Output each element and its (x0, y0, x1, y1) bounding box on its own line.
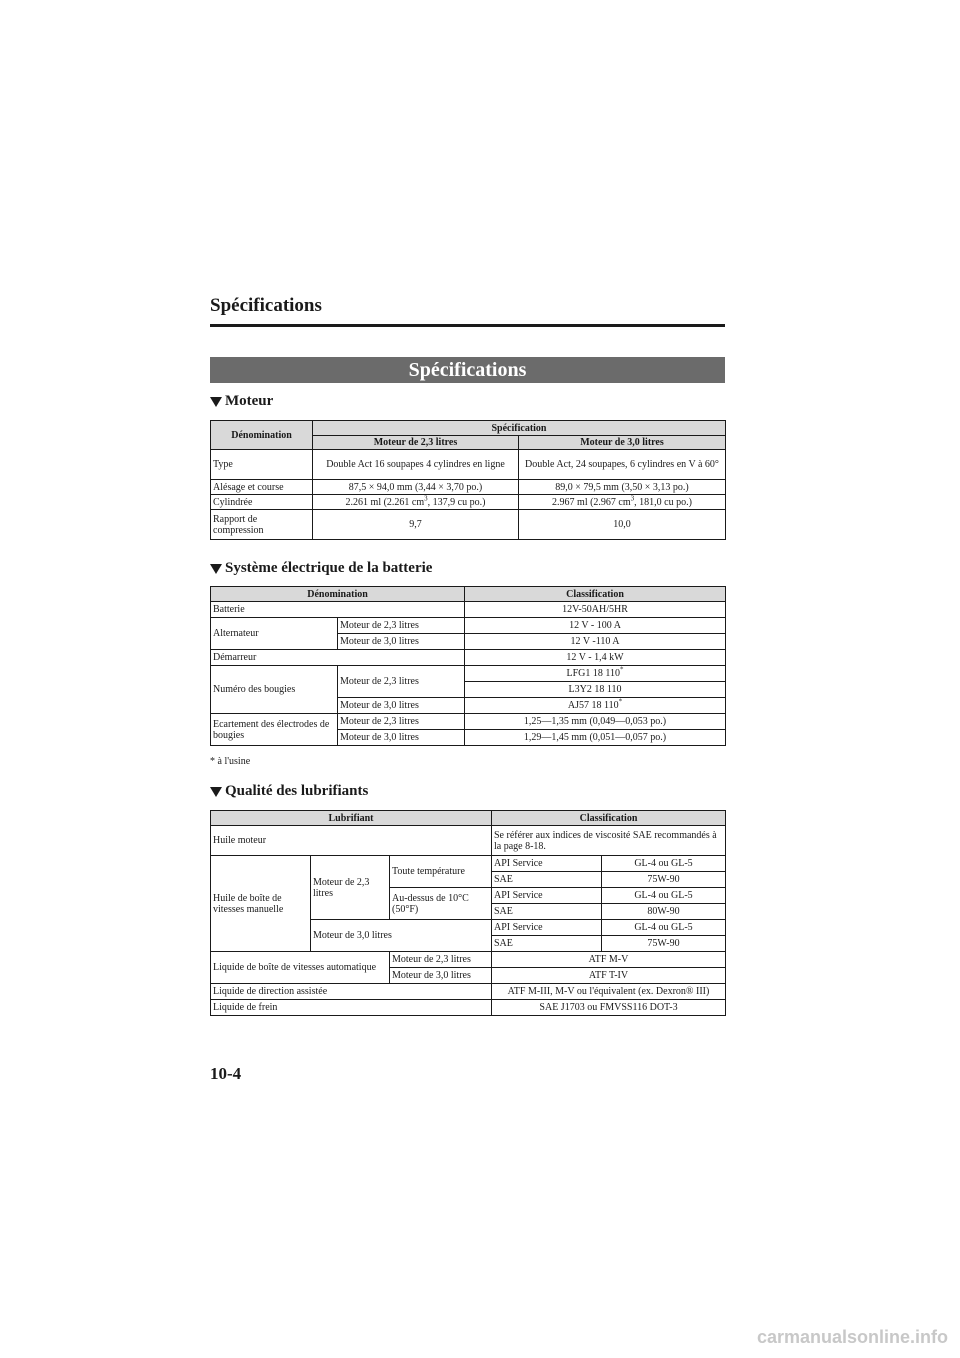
cell-value: 1,29―1,45 mm (0,051―0,057 po.) (465, 730, 726, 746)
triangle-down-icon (210, 787, 222, 797)
cell-value: 75W-90 (602, 936, 726, 952)
cell-value: 12V-50AH/5HR (465, 602, 726, 618)
col-specification: Spécification (313, 421, 726, 436)
cell-sublabel: Moteur de 2,3 litres (338, 666, 465, 698)
cell-value: Double Act 16 soupapes 4 cylindres en ligne (313, 450, 519, 480)
cell-sublabel: Au-dessus de 10°C (50°F) (390, 888, 492, 920)
cell-sublabel: Moteur de 2,3 litres (390, 952, 492, 968)
cell-value: ATF M-III, M-V ou l'équivalent (ex. Dexron® III) (492, 984, 726, 1000)
cell-text: LFG1 18 110 (566, 668, 621, 679)
table-row (211, 984, 726, 1000)
cell-sublabel: Moteur de 3,0 litres (311, 920, 492, 952)
cell-value: 9,7 (313, 510, 519, 540)
cell-value: 10,0 (519, 510, 726, 540)
cell-label: Rapport de compression (211, 510, 313, 540)
col-moteur-23: Moteur de 2,3 litres (313, 436, 519, 450)
cell-spec: API Service (492, 888, 602, 904)
cell-value (465, 666, 726, 682)
cell-value: L3Y2 18 110 (465, 682, 726, 698)
cell-sublabel: Toute température (390, 856, 492, 888)
cell-spec: SAE (492, 904, 602, 920)
cell-label: Ecartement des électrodes de bougies (211, 714, 338, 746)
col-moteur-30: Moteur de 3,0 litres (519, 436, 726, 450)
heading-batterie-text: Système électrique de la batterie (225, 560, 433, 576)
watermark: carmanualsonline.info (756, 1327, 948, 1347)
table-row (211, 952, 726, 968)
cell-text: 2.261 ml (2.261 cm (345, 496, 425, 508)
cell-label: Numéro des bougies (211, 666, 338, 714)
col-lubrifiant: Lubrifiant (211, 811, 492, 826)
cell-label: Alternateur (211, 618, 338, 650)
table-moteur (210, 420, 726, 540)
triangle-down-icon (210, 564, 222, 574)
cell-value: 89,0 × 79,5 mm (3,50 × 3,13 po.) (519, 480, 726, 495)
header-rule (210, 324, 725, 327)
cell-value: 80W-90 (602, 904, 726, 920)
cell-label: Cylindrée (211, 495, 313, 510)
cell-value (465, 698, 726, 714)
superscript: 3 (630, 494, 635, 503)
col-classification: Classification (492, 811, 726, 826)
section-banner: Spécifications (210, 357, 725, 383)
heading-moteur-text: Moteur (225, 393, 274, 409)
table-row (211, 1000, 726, 1016)
col-denomination: Dénomination (211, 421, 313, 450)
cell-value: 75W-90 (602, 872, 726, 888)
table-row (211, 480, 726, 495)
heading-lubrifiants (210, 783, 368, 800)
cell-value: 12 V - 100 A (465, 618, 726, 634)
cell-sublabel: Moteur de 3,0 litres (338, 730, 465, 746)
cell-sublabel: Moteur de 3,0 litres (390, 968, 492, 984)
cell-label: Type (211, 450, 313, 480)
cell-value: SAE J1703 ou FMVSS116 DOT-3 (492, 1000, 726, 1016)
table-row (211, 510, 726, 540)
cell-spec: SAE (492, 936, 602, 952)
col-classification: Classification (465, 587, 726, 602)
cell-sublabel: Moteur de 2,3 litres (338, 618, 465, 634)
col-denomination: Dénomination (211, 587, 465, 602)
table-batterie (210, 586, 726, 746)
table-row (211, 826, 726, 856)
footnote-star: * (618, 697, 623, 706)
table-row (211, 618, 726, 634)
cell-label: Démarreur (211, 650, 465, 666)
page-header-title: Spécifications (210, 295, 322, 316)
cell-value: GL-4 ou GL-5 (602, 888, 726, 904)
cell-value: 12 V - 1,4 kW (465, 650, 726, 666)
cell-label: Huile de boîte de vitesses manuelle (211, 856, 311, 952)
cell-spec: API Service (492, 856, 602, 872)
page-number: 10-4 (210, 1064, 242, 1083)
table-row (211, 650, 726, 666)
cell-text: , 137,9 cu po.) (427, 496, 486, 508)
cell-label: Alésage et course (211, 480, 313, 495)
table-row (211, 495, 726, 510)
heading-moteur (210, 393, 273, 410)
cell-value: Se référer aux indices de viscosité SAE recommandés à la page 8-18. (492, 826, 726, 856)
table-row (211, 602, 726, 618)
footnote: * à l'usine (210, 756, 251, 767)
cell-value: 1,25―1,35 mm (0,049―0,053 po.) (465, 714, 726, 730)
cell-label: Liquide de boîte de vitesses automatique (211, 952, 390, 984)
table-row (211, 856, 726, 872)
heading-lubrifiants-text: Qualité des lubrifiants (225, 783, 369, 799)
heading-batterie (210, 560, 432, 577)
cell-sublabel: Moteur de 2,3 litres (338, 714, 465, 730)
cell-text: AJ57 18 110 (567, 700, 619, 711)
cell-label: Liquide de frein (211, 1000, 492, 1016)
cell-spec: API Service (492, 920, 602, 936)
cell-text: 2.967 ml (2.967 cm (552, 496, 631, 508)
cell-value: ATF T-IV (492, 968, 726, 984)
superscript: 3 (424, 494, 428, 503)
cell-label: Liquide de direction assistée (211, 984, 492, 1000)
cell-sublabel: Moteur de 2,3 litres (311, 856, 390, 920)
cell-label: Batterie (211, 602, 465, 618)
cell-label: Huile moteur (211, 826, 492, 856)
cell-sublabel: Moteur de 3,0 litres (338, 698, 465, 714)
triangle-down-icon (210, 397, 222, 407)
cell-value: 12 V -110 A (465, 634, 726, 650)
cell-value (313, 495, 519, 510)
table-row (211, 666, 726, 682)
cell-value: ATF M-V (492, 952, 726, 968)
cell-value (519, 495, 726, 510)
table-row (211, 450, 726, 480)
footnote-star: * (620, 665, 624, 674)
cell-sublabel: Moteur de 3,0 litres (338, 634, 465, 650)
table-lubrifiants (210, 810, 726, 1016)
cell-value: 87,5 × 94,0 mm (3,44 × 3,70 po.) (313, 480, 519, 495)
table-row (211, 714, 726, 730)
cell-value: GL-4 ou GL-5 (602, 920, 726, 936)
cell-value: Double Act, 24 soupapes, 6 cylindres en V à 60° (519, 450, 726, 480)
cell-text: , 181,0 cu po.) (634, 496, 692, 508)
cell-spec: SAE (492, 872, 602, 888)
cell-value: GL-4 ou GL-5 (602, 856, 726, 872)
